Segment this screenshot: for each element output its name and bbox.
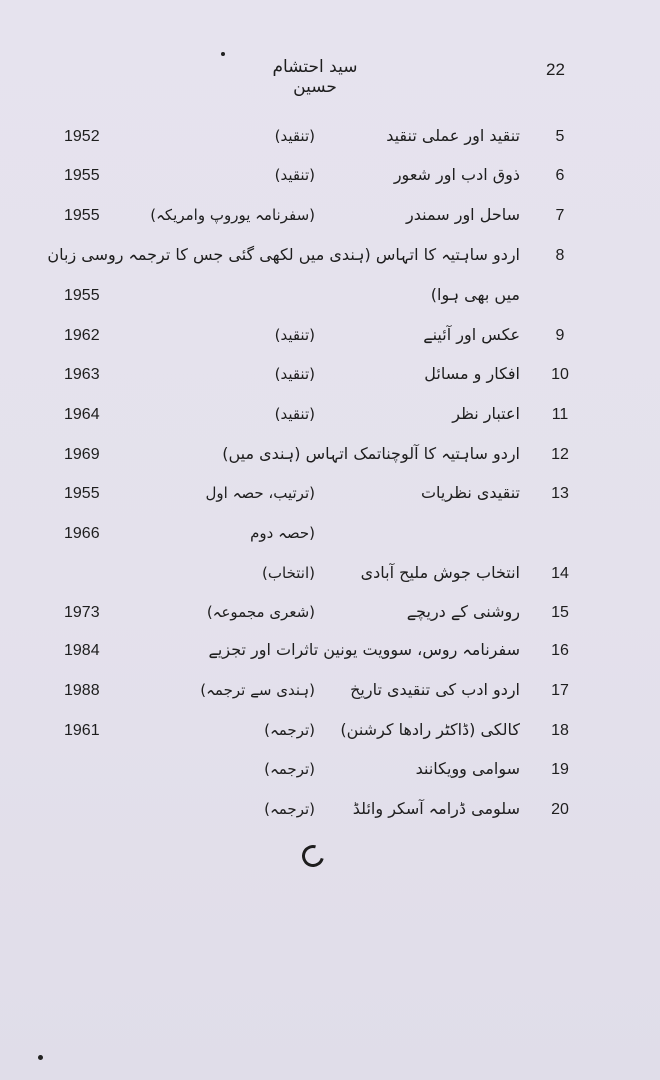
list-item: [0, 402, 660, 432]
entry-number: 15: [551, 604, 569, 621]
page-number: 22: [546, 60, 565, 79]
entry-title: سوامی وویکانند: [415, 759, 520, 778]
list-item: [0, 243, 660, 273]
entry-number: 5: [555, 128, 565, 145]
entry-genre: (تنقید): [274, 166, 315, 184]
list-item: [0, 561, 660, 591]
entry-year: 1962: [64, 327, 100, 344]
entry-genre: (شعری مجموعہ): [206, 603, 315, 621]
entry-year: 1988: [64, 682, 100, 699]
entry-genre: (ترجمہ): [264, 721, 315, 739]
list-item: [0, 203, 660, 233]
running-header-title: سید احتشام حسین: [272, 57, 358, 97]
entry-title: تنقیدی نظریات: [420, 483, 520, 502]
entry-year: 1969: [64, 446, 100, 463]
entry-number: 12: [551, 446, 569, 463]
entry-year: 1963: [64, 366, 100, 383]
entry-year: 1961: [64, 722, 100, 739]
entry-genre: (حصہ دوم: [250, 524, 315, 542]
list-item: [0, 481, 660, 511]
list-item: [0, 124, 660, 154]
entry-year: 1966: [64, 525, 100, 542]
entry-title: اردو ساہتیہ کا آلوچناتمک اتہاس (ہندی میں): [222, 444, 520, 463]
entry-title: اردو ادب کی تنقیدی تاریخ: [350, 680, 520, 699]
list-item: [0, 638, 660, 668]
entry-title: تنقید اور عملی تنقید: [386, 126, 520, 145]
entry-genre: (ہندی سے ترجمہ): [200, 681, 315, 699]
list-item: [0, 600, 660, 630]
entry-genre: (تنقید): [274, 405, 315, 423]
entry-title: روشنی کے دریچے: [406, 602, 520, 621]
entry-genre: (ترجمہ): [264, 760, 315, 778]
entry-genre: (ترتیب، حصہ اول: [205, 484, 315, 502]
entry-title: ساحل اور سمندر: [406, 205, 520, 224]
list-item: [0, 678, 660, 708]
entry-number: 18: [551, 722, 569, 739]
entry-genre: (تنقید): [274, 326, 315, 344]
entry-title: سفرنامہ روس، سوویت یونین تاثرات اور تجزیے: [208, 640, 520, 659]
entry-number: 19: [551, 761, 569, 778]
entry-year: 1973: [64, 604, 100, 621]
entry-genre: (انتخاب): [262, 564, 315, 582]
entry-year: 1955: [64, 167, 100, 184]
entry-number: 10: [551, 366, 569, 383]
entry-year: 1952: [64, 128, 100, 145]
entry-number: 14: [551, 565, 569, 582]
entry-title: عکس اور آئینے: [423, 325, 520, 344]
entry-year: 1955: [64, 287, 100, 304]
entry-number: 16: [551, 642, 569, 659]
ink-dot: [38, 1055, 43, 1060]
list-item: [0, 323, 660, 353]
list-item: [0, 283, 660, 313]
entry-title: سلومی ڈرامہ آسکر وائلڈ: [352, 799, 520, 818]
entry-year: 1955: [64, 207, 100, 224]
entry-year: 1964: [64, 406, 100, 423]
entry-title: انتخاب جوش ملیح آبادی: [360, 563, 520, 582]
entry-number: 20: [551, 801, 569, 818]
list-item: [0, 362, 660, 392]
entry-number: 6: [555, 167, 565, 184]
entry-title: میں بھی ہوا): [430, 285, 520, 304]
section-end-ornament: [298, 841, 328, 871]
entry-title: ذوق ادب اور شعور: [393, 165, 520, 184]
entry-genre: (سفرنامہ یوروپ وامریکہ): [150, 206, 315, 224]
entry-number: 11: [551, 406, 569, 423]
list-item: [0, 718, 660, 748]
list-item: [0, 442, 660, 472]
ink-dot: [221, 52, 225, 56]
entry-title: کالکی (ڈاکٹر رادھا کرشنن): [340, 720, 520, 739]
entry-number: 13: [551, 485, 569, 502]
list-item: [0, 797, 660, 827]
entry-title: افکار و مسائل: [424, 364, 520, 383]
entry-title: اعتبار نظر: [452, 404, 520, 423]
entry-year: 1984: [64, 642, 100, 659]
entry-title: اردو ساہتیہ کا اتہاس (ہندی میں لکھی گئی جس کا ترجمہ روسی زبان: [47, 245, 520, 264]
list-item: [0, 521, 660, 551]
entry-genre: (تنقید): [274, 365, 315, 383]
entry-number: 17: [551, 682, 569, 699]
list-item: [0, 757, 660, 787]
entry-genre: (تنقید): [274, 127, 315, 145]
entry-number: 8: [555, 247, 565, 264]
entry-year: 1955: [64, 485, 100, 502]
entry-number: 9: [555, 327, 565, 344]
list-item: [0, 163, 660, 193]
entry-number: 7: [555, 207, 565, 224]
entry-genre: (ترجمہ): [264, 800, 315, 818]
